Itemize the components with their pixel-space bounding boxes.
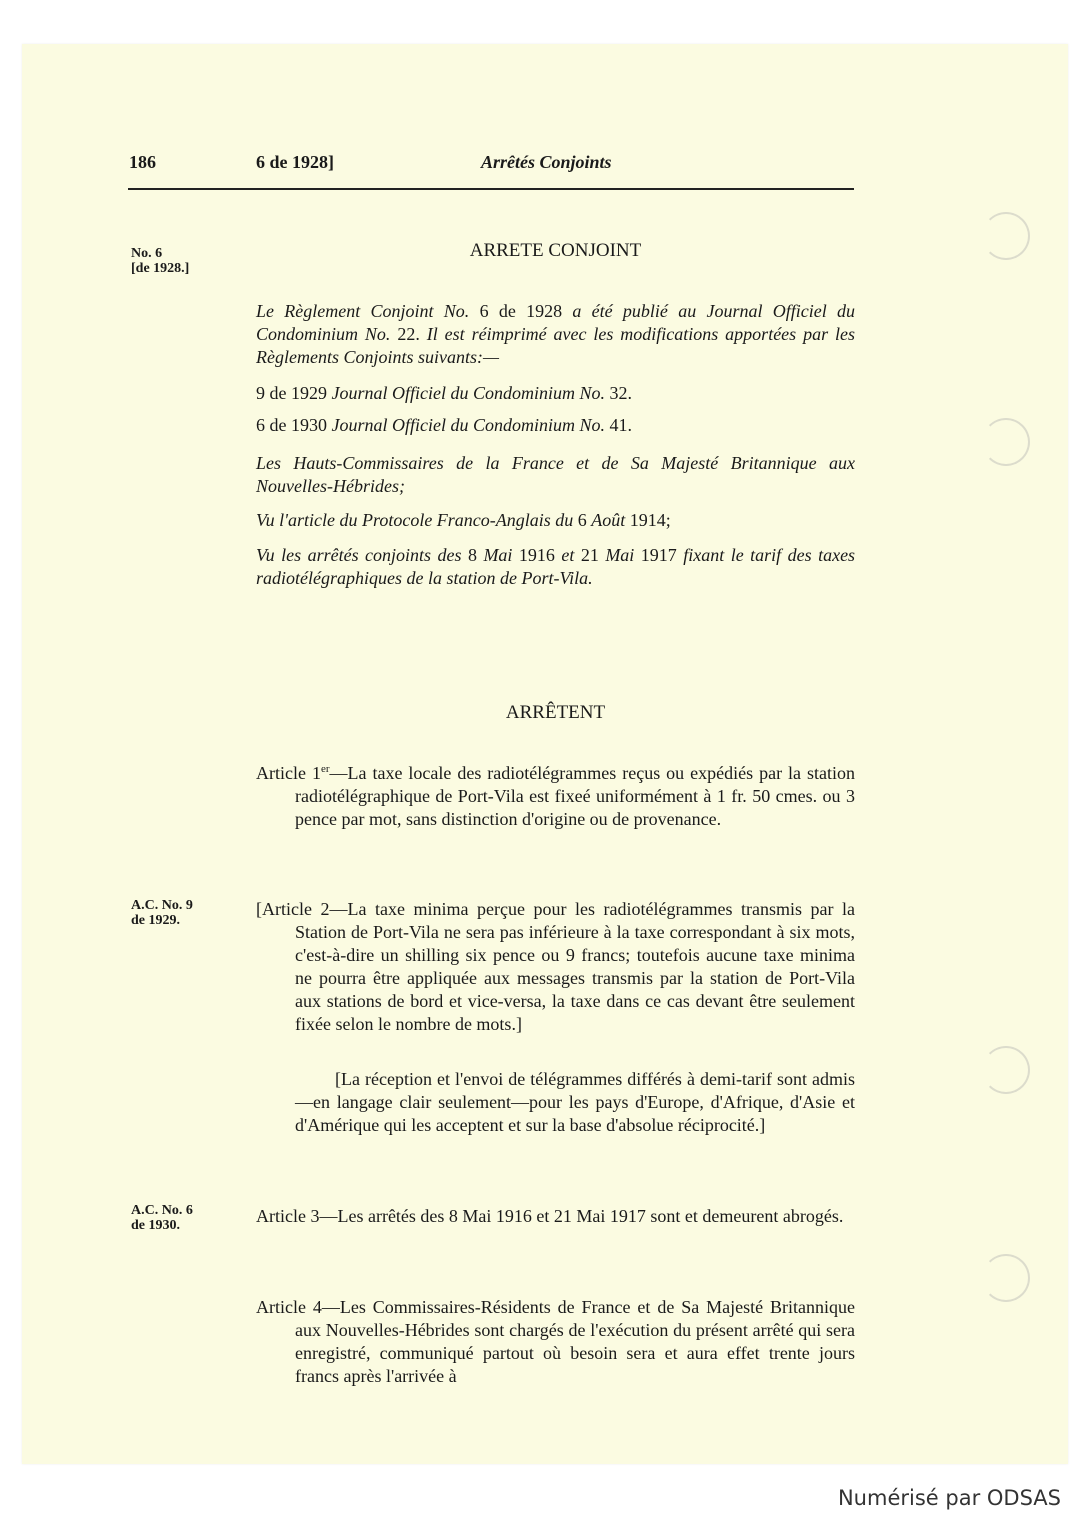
preamble-paragraph-1 xyxy=(256,300,855,369)
article-3: Article 3—Les arrêtés des 8 Mai 1916 et 21 Mai 1917 sont et demeurent abrogés. xyxy=(256,1206,844,1226)
digitization-watermark: Numérisé par ODSAS xyxy=(837,1486,1061,1510)
text-segment: Il est réimprimé avec les modifications apportées par les Règlements Conjoints suivants:— xyxy=(256,324,856,367)
text-segment: 1914; xyxy=(625,510,671,530)
text-segment: Mai xyxy=(605,545,635,565)
text-segment: Mai xyxy=(483,545,513,565)
margin-note-line: A.C. No. 9 xyxy=(131,898,193,913)
margin-note-line: de 1930. xyxy=(131,1218,180,1233)
text-segment: 21 xyxy=(574,545,606,565)
margin-note-no6 xyxy=(131,246,189,276)
text-segment: Vu les arrêtés conjoints des xyxy=(256,545,462,565)
text-segment: 6 de 1928 xyxy=(469,301,573,321)
text-segment: a été publié au Journal Officiel du Condominium No. xyxy=(256,301,855,344)
preamble-paragraph-5 xyxy=(256,509,855,532)
margin-note-ac9 xyxy=(131,898,193,928)
superscript: er xyxy=(320,763,330,775)
text-segment: fixant le tarif des taxes radiotélégraphiques de la station de Port-Vila. xyxy=(256,545,856,588)
article-2: [Article 2—La taxe minima perçue pour les radiotélégrammes transmis par la Station de Port-Vila ne sera pas inférieure à la taxe correspondant à six mots, c'est-à-dire un shilling six pence ou 9 francs; toutefois aucune taxe minima ne pourra être appliquée aux messages transmis par la station de Port-Vila aux stations de bord et vice-versa, la taxe dans ce cas devant être seulement fixée selon le nombre de mots.] xyxy=(256,899,855,1034)
preamble-paragraph-4: Les Hauts-Commissaires de la France et de Sa Majesté Britannique aux Nouvelles-Hébrides; xyxy=(256,453,855,496)
margin-note-line: [de 1928.] xyxy=(131,261,190,276)
text-segment: Journal Officiel du Condominium No. xyxy=(331,415,605,435)
text-segment: 32. xyxy=(605,383,632,403)
text-segment: 1917 xyxy=(634,545,684,565)
margin-note-line: de 1929. xyxy=(131,913,180,928)
punch-hole-1 xyxy=(982,212,1030,260)
punch-hole-2 xyxy=(982,418,1030,466)
text-segment: 6 de 1930 xyxy=(256,415,332,435)
article-4: Article 4—Les Commissaires-Résidents de France et de Sa Majesté Britannique aux Nouvelles-Hébrides sont chargés de l'exécution du présent arrêté qui sera enregistré, communiqué partout où besoin sera et aura effet trente jours francs après l'arrivée à xyxy=(256,1297,855,1386)
article-label: Article 1 xyxy=(256,763,321,783)
margin-note-ac6 xyxy=(131,1203,193,1233)
text-segment: Journal Officiel du Condominium No. xyxy=(331,383,605,403)
text-segment: 6 xyxy=(573,510,592,530)
text-segment: Le Règlement Conjoint No. xyxy=(256,301,470,321)
decree-heading: ARRÊTENT xyxy=(505,702,606,723)
preamble-paragraph-3 xyxy=(256,414,855,437)
article-2-subparagraph: [La réception et l'envoi de télégrammes différés à demi-tarif sont admis—en langage clair seulement—pour les pays d'Europe, d'Afrique, d'Asie et d'Amérique qui les acceptent et sur la base d'absolue réciprocité.] xyxy=(295,1069,855,1135)
text-segment: et xyxy=(561,545,575,565)
text-segment: Août xyxy=(591,510,626,530)
text-segment: 9 de 1929 xyxy=(256,383,332,403)
text-segment: 8 xyxy=(461,545,484,565)
running-title: Arrêtés Conjoints xyxy=(481,152,612,172)
header-reference: 6 de 1928] xyxy=(256,152,334,172)
punch-hole-4 xyxy=(982,1254,1030,1302)
text-segment: 22. xyxy=(390,324,427,344)
article-text: —La taxe locale des radiotélégrammes reçus ou expédiés par la station radiotélégraphique de Port-Vila est fixeé uniformément à 1 fr. 50 cmes. ou 3 pence par mot, sans distinction d'origine ou de provenance. xyxy=(295,763,855,829)
text-segment: Vu l'article du Protocole Franco-Anglais du xyxy=(256,510,574,530)
preamble-paragraph-2 xyxy=(256,382,855,405)
margin-note-line: A.C. No. 6 xyxy=(131,1203,193,1218)
header-rule xyxy=(128,188,854,190)
text-segment: 1916 xyxy=(512,545,562,565)
page-number: 186 xyxy=(129,152,156,172)
document-title: ARRETE CONJOINT xyxy=(469,240,642,261)
article-1 xyxy=(256,762,855,831)
preamble-paragraph-6 xyxy=(256,544,855,590)
text-segment: 41. xyxy=(605,415,632,435)
punch-hole-3 xyxy=(982,1046,1030,1094)
margin-note-line: No. 6 xyxy=(131,246,163,261)
